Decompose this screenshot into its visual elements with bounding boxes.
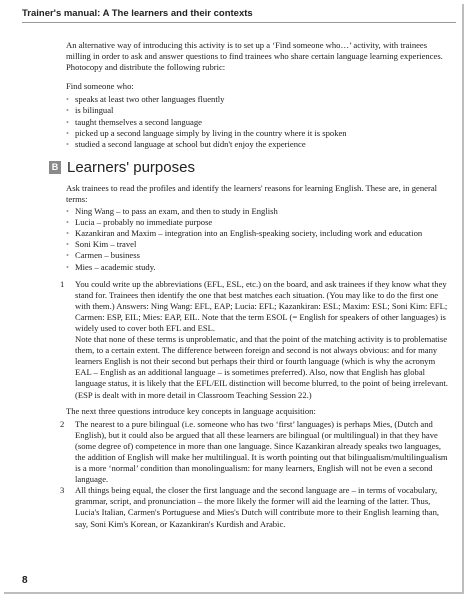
list-item: • studied a second language at school but didn't enjoy the experience bbox=[66, 139, 450, 150]
find-heading: Find someone who: bbox=[66, 81, 134, 92]
find-list bbox=[66, 94, 450, 149]
list-item: • is bilingual bbox=[66, 105, 450, 116]
header-rule bbox=[22, 22, 456, 23]
item-text: All things being equal, the closer the first language and the second language are – in terms of vocabulary, grammar, script, and pronunciation – the more likely the former will aid the learning of the latter. Thus, Lucia's Italian, Carmen's Portuguese and Mies's Dutch will contribute more to their English learning than, say, Soni Kim's Korean, or Kazankiran's Kurdish and Arabic. bbox=[75, 485, 440, 529]
item-number: 3 bbox=[60, 485, 65, 496]
item-note: Note that none of these terms is unproblematic, and that the point of the matching activity is to problematise them, to a certain extent. The difference between foreign and second is not always obvious: and for many learners English is not their second but perhaps their third or fourth language (which is why the acronym EAL – English as an additional language – is sometimes preferred). Also, now that English has global language status, it is likely that the EFL/EIL distinction will become blurred, to the point of being irrelevant. (ESP is dealt with in more detail in Classroom Teaching Session 22.) bbox=[75, 334, 448, 400]
numbered-item bbox=[60, 485, 450, 529]
page-body bbox=[51, 40, 450, 535]
section-intro: Ask trainees to read the profiles and identify the learners' reasons for learning English. These are, in general terms: bbox=[66, 182, 438, 204]
list-item: • Ning Wang – to pass an exam, and then to study in English bbox=[66, 206, 450, 217]
section-title: Learners' purposes bbox=[67, 159, 195, 177]
item-number: 2 bbox=[60, 418, 65, 429]
numbered-item bbox=[60, 278, 450, 401]
list-item: • speaks at least two other languages fluently bbox=[66, 94, 450, 105]
list-item: • Soni Kim – travel bbox=[66, 239, 450, 250]
list-item: • Mies – academic study. bbox=[66, 262, 450, 273]
intro-paragraph: An alternative way of introducing this activity is to set up a ‘Find someone who…’ activity, with trainees milling in order to ask and answer questions to find trainees who share certain language learning experiences. Photocopy and distribute the following rubric: bbox=[66, 40, 443, 73]
numbered-list-1 bbox=[60, 278, 450, 401]
numbered-list-2 bbox=[60, 418, 450, 530]
item-number: 1 bbox=[60, 278, 65, 289]
list-item: • Kazankiran and Maxim – integration into an English-speaking society, including work and education bbox=[66, 228, 450, 239]
page-number: 8 bbox=[22, 575, 28, 586]
section-heading bbox=[49, 159, 450, 177]
section-badge: B bbox=[49, 161, 61, 174]
running-header: Trainer's manual: A The learners and their contexts bbox=[22, 8, 253, 19]
list-item: • Lucia – probably no immediate purpose bbox=[66, 217, 450, 228]
list-item: • taught themselves a second language bbox=[66, 117, 450, 128]
transition-paragraph: The next three questions introduce key concepts in language acquisition: bbox=[66, 405, 316, 416]
item-text: The nearest to a pure bilingual (i.e. someone who has two ‘first’ languages) is perhaps Mies, (Dutch and English), but it could also be argued that all these learners are bilingual (or multilingual) in that they have (some degree of) competence in more than one language. Since Kazankiran already speaks two languages, the addition of English will make her multilingual. It is worth pointing out that bilingualism/multilingualism is a more ‘normal’ condition than monolingualism: for many learners, English will not be even a second language. bbox=[75, 418, 448, 485]
list-item: • picked up a second language simply by living in the country where it is spoken bbox=[66, 128, 450, 139]
item-text: You could write up the abbreviations (EFL, ESL, etc.) on the board, and ask trainees if they know what they stand for. Trainees then identify the one that best matches each situation. (You may like to do the first one with them.) Answers: Ning Wang: EFL, EAP; Lucia: EFL; Kazankiran: ESL; Maxim: ESL; Soni Kim: EFL; Carmen: ESP, EIL; Mies: EAP, EIL. Note that the term ESOL (= English for speakers of other languages) is widely used to cover both EFL and ESL. bbox=[75, 278, 448, 333]
purposes-list bbox=[66, 206, 450, 273]
list-item: • Carmen – business bbox=[66, 250, 450, 261]
numbered-item bbox=[60, 418, 450, 486]
